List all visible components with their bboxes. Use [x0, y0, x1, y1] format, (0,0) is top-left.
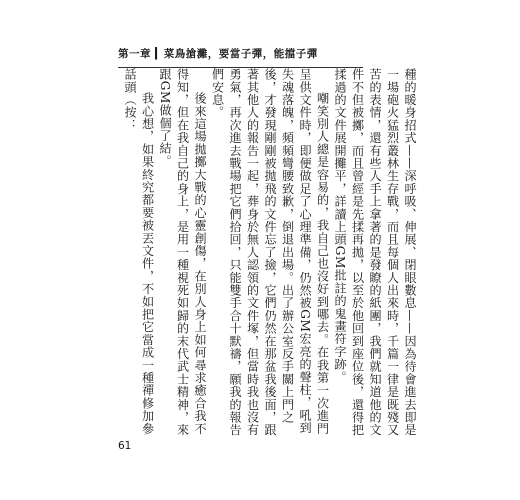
paragraph: 種的暖身招式——深呼吸、伸展、閉眼數息——因為待會進去即是一場砲火猛烈叢林生存戰，而且每個人出來時，千篇一律是既殘又苦的表情，還有些人手上拿著的是發瞭的紙團，我們就知道他的文件不但被擲，而且曾經是先揉再拋，以至於他回到座位後，還得把揉過的文件展開攤平，詳讀上頭GM批註的鬼畫符字跡。: [333, 68, 417, 437]
chapter-title: 第一章 ▎菜鳥搶灘，要當子彈，能擋子彈: [118, 48, 318, 60]
running-header: [118, 46, 418, 68]
paragraph: 我心想，如果終究都要被丟文件，不如把它當成一種禪修加參話頭（按：: [123, 68, 155, 436]
paragraph: 嘲笑別人總是容易的，我自己也沒好到哪去。在我第一次進門呈供文件時，即便做足了心理準備，仍然被GM宏亮的聲柱，吼到失魂落魄，頻頻彎腰致歉，倒退出場。出了辦公室反手關上門之後，才發現剛剛被拋飛的文件忘了撿，它們仍然在那盆我後面，跟著其他人的報告一起，葬身於無人認領的文件塚，但當時我也沒有勇氣，再次進去戰場把它們拾回，只能雙手合十默禱，願我的報告們安息。: [210, 68, 330, 437]
paragraph: 後來這場拋擲大戰的心靈創傷，在別人身上如何尋求癒合我不得知，但在我自己的身上，是用一種視死如歸的末代武士精神，來跟GM做個了結。: [158, 68, 207, 437]
page-number: 61: [118, 440, 132, 452]
body-text: [118, 68, 418, 440]
